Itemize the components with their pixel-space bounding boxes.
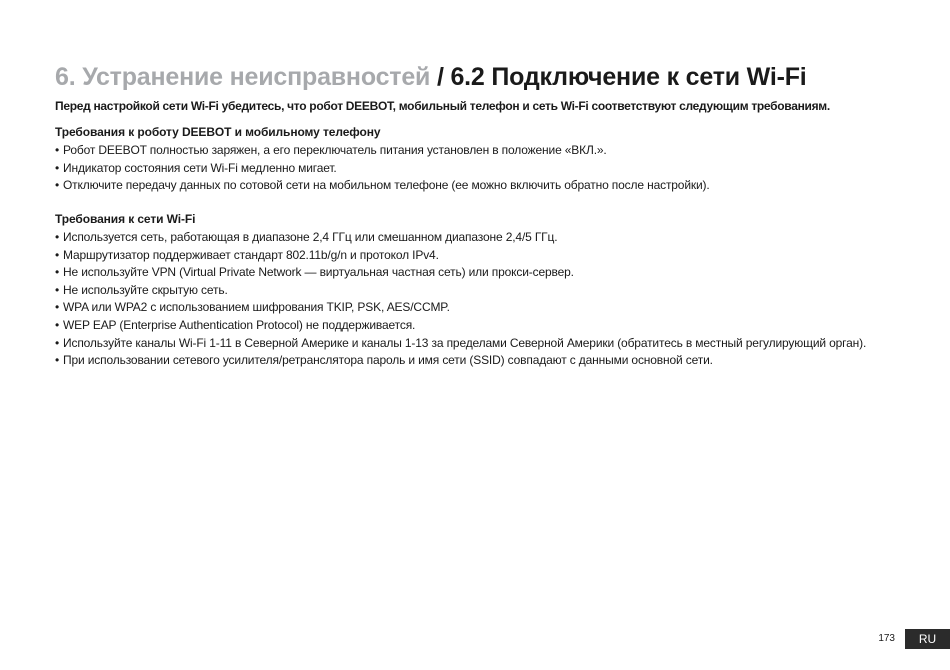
robot-requirements-heading: Требования к роботу DEEBOT и мобильному телефону: [55, 125, 381, 139]
list-item: [55, 247, 925, 265]
bullet-glyph: •: [55, 230, 60, 244]
bullet-glyph: •: [55, 265, 60, 280]
list-item: [55, 282, 925, 300]
list-item: [55, 177, 925, 195]
list-item: [55, 229, 925, 247]
bullet-glyph: •: [55, 282, 60, 297]
list-item: [55, 352, 925, 370]
language-badge: RU: [905, 629, 950, 649]
section-title: 6.2 Подключение к сети Wi-Fi: [450, 63, 807, 91]
list-item-text: Отключите передачу данных по сотовой сети на мобильном телефоне (ее можно включить обратно после настройки).: [63, 178, 710, 193]
bullet-glyph: •: [55, 178, 60, 193]
list-item-text: WEP EAP (Enterprise Authentication Protocol) не поддерживается.: [63, 317, 416, 332]
list-item-text: WPA или WPA2 с использованием шифрования TKIP, PSK, AES/CCMP.: [63, 300, 450, 315]
bullet-glyph: •: [55, 317, 60, 332]
wifi-requirements-heading: Требования к сети Wi-Fi: [55, 212, 196, 226]
list-item: [55, 160, 925, 178]
list-item: [55, 264, 925, 282]
list-item: [55, 299, 925, 317]
bullet-glyph: •: [55, 300, 60, 315]
bullet-glyph: •: [55, 353, 60, 368]
bullet-glyph: •: [55, 335, 60, 350]
list-item-text: Не используйте скрытую сеть.: [63, 282, 228, 297]
wifi-requirements-list: [55, 229, 925, 370]
list-item: [55, 317, 925, 335]
list-item-text: Маршрутизатор поддерживает стандарт 802.11b/g/n и протокол IPv4.: [63, 247, 439, 262]
list-item: [55, 335, 925, 353]
bullet-glyph: •: [55, 160, 60, 175]
list-item-text: Используется сеть, работающая в диапазоне 2,4 ГГц или смешанном диапазоне 2,4/5 ГГц.: [63, 230, 558, 244]
wifi-requirements-block: [55, 212, 925, 370]
bullet-glyph: •: [55, 247, 60, 262]
list-item: [55, 142, 925, 160]
list-item-text: Робот DEEBOT полностью заряжен, а его переключатель питания установлен в положение «ВКЛ.».: [63, 143, 607, 157]
bullet-glyph: •: [55, 143, 60, 157]
list-item-text: При использовании сетевого усилителя/ретранслятора пароль и имя сети (SSID) совпадают с данными основной сети.: [63, 353, 713, 368]
list-item-text: Используйте каналы Wi-Fi 1-11 в Северной Америке и каналы 1-13 за пределами Северной Америки (обратитесь в местный регулирующий орган).: [63, 335, 867, 350]
page-title: [55, 62, 807, 92]
robot-requirements-list: [55, 142, 925, 195]
title-separator: /: [436, 63, 444, 91]
list-item-text: Не используйте VPN (Virtual Private Network — виртуальная частная сеть) или прокси-сервер.: [63, 265, 574, 280]
list-item-text: Индикатор состояния сети Wi-Fi медленно мигает.: [63, 160, 337, 175]
chapter-title: 6. Устранение неисправностей: [55, 63, 431, 91]
intro-text: Перед настройкой сети Wi-Fi убедитесь, что робот DEEBOT, мобильный телефон и сеть Wi-Fi соответствуют следующим требованиям.: [55, 99, 830, 113]
page-number: 173: [878, 633, 895, 644]
robot-requirements-block: [55, 125, 925, 195]
